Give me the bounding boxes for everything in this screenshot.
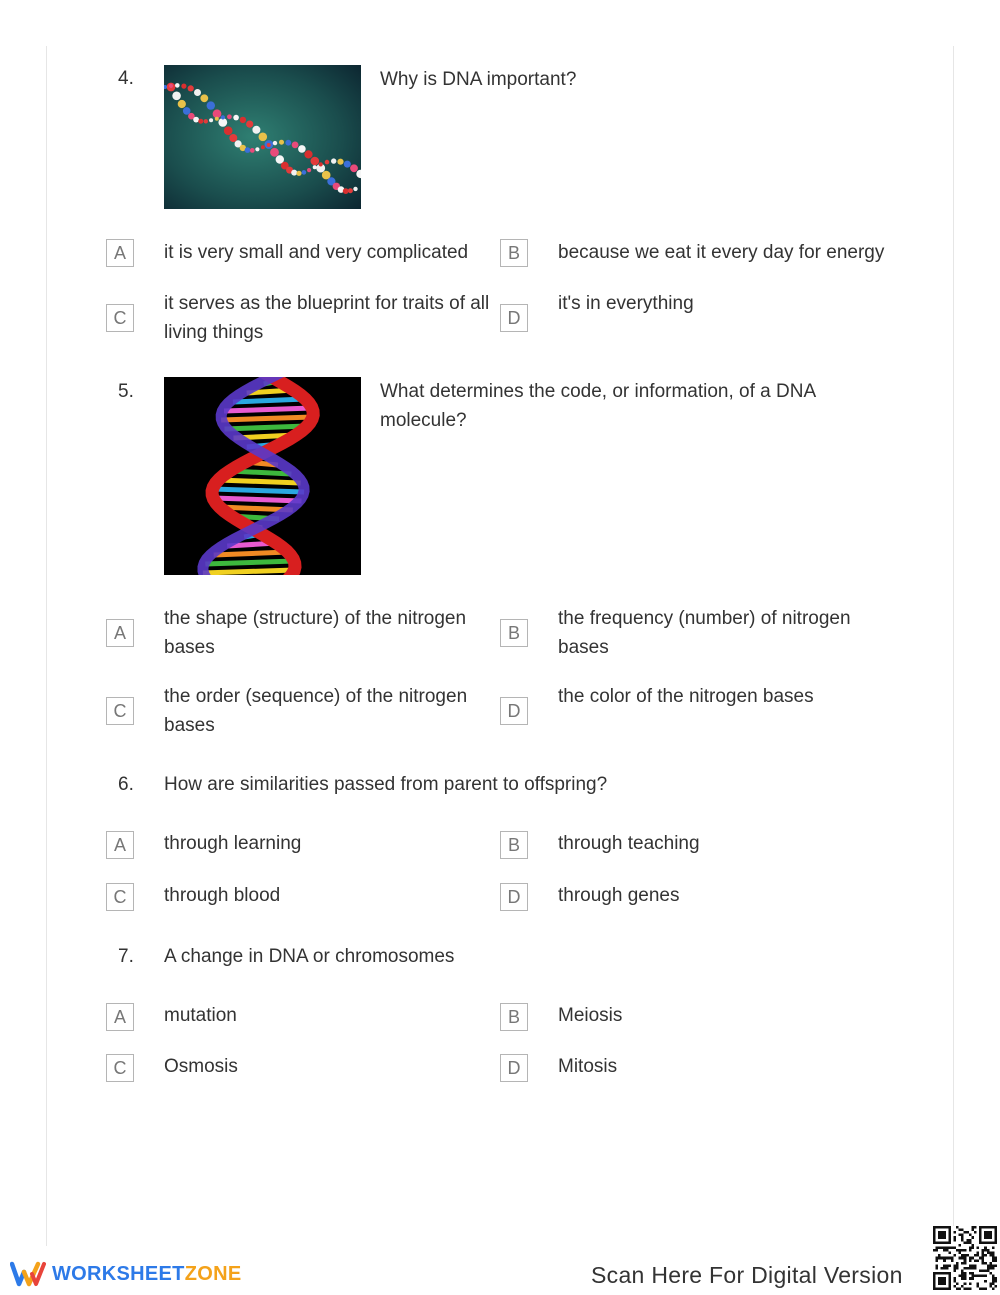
option-b-text: through teaching bbox=[558, 833, 700, 854]
dna-bead bbox=[169, 84, 173, 88]
dna-bead bbox=[193, 117, 199, 123]
dna-helix-image bbox=[164, 377, 361, 575]
dna-bead bbox=[172, 92, 181, 101]
dna-bead bbox=[240, 117, 246, 123]
scan-instruction: Scan Here For Digital Version bbox=[591, 1262, 903, 1288]
dna-bead bbox=[255, 147, 259, 151]
dna-base-pair bbox=[213, 498, 302, 501]
dna-bead bbox=[267, 143, 271, 147]
dna-bead bbox=[302, 170, 307, 175]
dna-bead bbox=[245, 147, 251, 153]
option-c-text: the order (sequence) of the nitrogen bases bbox=[164, 686, 468, 736]
option-d-box[interactable]: D bbox=[500, 697, 528, 725]
dna-bead bbox=[296, 171, 301, 176]
question-number: 6. bbox=[118, 774, 134, 795]
option-d-text: through genes bbox=[558, 885, 680, 906]
dna-bead bbox=[221, 115, 225, 119]
qr-code-icon[interactable] bbox=[933, 1226, 997, 1290]
option-b-text: because we eat it every day for energy bbox=[558, 242, 885, 263]
dna-bead bbox=[175, 83, 180, 88]
option-a-box[interactable]: A bbox=[106, 619, 134, 647]
option-b-text: the frequency (number) of nitrogen bases bbox=[558, 608, 851, 658]
option-d-box[interactable]: D bbox=[500, 883, 528, 911]
dna-bead bbox=[207, 101, 215, 109]
dna-bead bbox=[270, 148, 279, 157]
dna-bead bbox=[250, 148, 255, 153]
dna-base-pair bbox=[233, 399, 306, 402]
question-number: 5. bbox=[118, 381, 134, 402]
page-margin-right bbox=[953, 46, 954, 1226]
brand-name-suffix: ZONE bbox=[184, 1262, 242, 1285]
option-b-box[interactable]: B bbox=[500, 239, 528, 267]
dna-base-pair bbox=[221, 417, 313, 420]
dna-base-pair bbox=[213, 489, 305, 492]
dna-beads-image bbox=[164, 65, 361, 209]
dna-bead bbox=[319, 162, 323, 166]
option-a-text: the shape (structure) of the nitrogen bases bbox=[164, 608, 467, 658]
dna-bead bbox=[259, 133, 268, 142]
dna-bead bbox=[353, 187, 357, 191]
option-a-box[interactable]: A bbox=[106, 1003, 134, 1031]
dna-bead bbox=[229, 134, 237, 142]
dna-bead bbox=[209, 118, 213, 122]
option-c-box[interactable]: C bbox=[106, 1054, 134, 1082]
question-text: Why is DNA important? bbox=[380, 69, 577, 90]
question-number: 4. bbox=[118, 68, 134, 89]
dna-bead bbox=[325, 160, 330, 165]
question-text: What determines the code, or information, of a DNA molecule? bbox=[380, 381, 816, 431]
dna-bead bbox=[313, 165, 317, 169]
dna-bead bbox=[178, 100, 186, 108]
dna-bead bbox=[343, 188, 349, 194]
option-a-text: it is very small and very complicated bbox=[164, 242, 469, 263]
dna-bead bbox=[194, 89, 201, 96]
option-d-box[interactable]: D bbox=[500, 304, 528, 332]
worksheet-zone-logo[interactable] bbox=[10, 1258, 241, 1290]
option-b-box[interactable]: B bbox=[500, 1003, 528, 1031]
option-c-text: through blood bbox=[164, 885, 281, 906]
option-d-text: it's in everything bbox=[558, 293, 694, 314]
dna-bead bbox=[285, 140, 291, 146]
option-a-box[interactable]: A bbox=[106, 239, 134, 267]
option-c-box[interactable]: C bbox=[106, 883, 134, 911]
dna-base-pair bbox=[218, 480, 300, 483]
option-b-box[interactable]: B bbox=[500, 619, 528, 647]
dna-bead bbox=[292, 142, 299, 149]
dna-bead bbox=[215, 117, 219, 121]
dna-bead bbox=[273, 141, 277, 145]
dna-bead bbox=[337, 159, 343, 165]
option-a-box[interactable]: A bbox=[106, 831, 134, 859]
option-d-text: the color of the nitrogen bases bbox=[558, 686, 814, 707]
dna-bead bbox=[311, 157, 320, 166]
dna-bead bbox=[307, 168, 311, 172]
option-c-box[interactable]: C bbox=[106, 697, 134, 725]
dna-bead bbox=[200, 94, 208, 102]
brand-name: WORKSHEET bbox=[52, 1262, 185, 1285]
option-a-text: mutation bbox=[164, 1005, 237, 1026]
page-margin-left bbox=[46, 46, 47, 1246]
dna-base-pair bbox=[214, 552, 288, 555]
dna-bead bbox=[181, 84, 186, 89]
dna-bead bbox=[350, 164, 358, 172]
question-text: How are similarities passed from parent to offspring? bbox=[164, 774, 608, 795]
dna-bead bbox=[224, 126, 233, 135]
option-c-text: Osmosis bbox=[164, 1056, 238, 1077]
option-b-text: Meiosis bbox=[558, 1005, 623, 1026]
option-b-box[interactable]: B bbox=[500, 831, 528, 859]
dna-bead bbox=[252, 126, 260, 134]
dna-bead bbox=[183, 107, 191, 115]
option-d-text: Mitosis bbox=[558, 1056, 618, 1077]
question-text: A change in DNA or chromosomes bbox=[164, 946, 455, 967]
dna-bead bbox=[261, 145, 265, 149]
dna-base-pair bbox=[224, 408, 312, 411]
dna-base-pair bbox=[203, 570, 294, 573]
dna-bead bbox=[279, 140, 284, 145]
dna-bead bbox=[188, 85, 194, 91]
dna-bead bbox=[246, 121, 253, 128]
question-number: 7. bbox=[118, 946, 134, 967]
dna-bead bbox=[233, 115, 239, 121]
dna-bead bbox=[198, 119, 203, 124]
option-c-box[interactable]: C bbox=[106, 304, 134, 332]
option-a-text: through learning bbox=[164, 833, 302, 854]
dna-bead bbox=[204, 119, 208, 123]
dna-bead bbox=[227, 114, 232, 119]
dna-bead bbox=[298, 145, 306, 153]
dna-bead bbox=[304, 150, 312, 158]
w-logo-icon bbox=[10, 1260, 46, 1288]
dna-bead bbox=[331, 158, 336, 163]
dna-bead bbox=[291, 170, 297, 176]
dna-base-pair bbox=[205, 561, 294, 564]
dna-bead bbox=[344, 161, 351, 168]
option-c-text: it serves as the blueprint for traits of all living things bbox=[164, 293, 490, 343]
option-d-box[interactable]: D bbox=[500, 1054, 528, 1082]
dna-bead bbox=[348, 188, 353, 193]
